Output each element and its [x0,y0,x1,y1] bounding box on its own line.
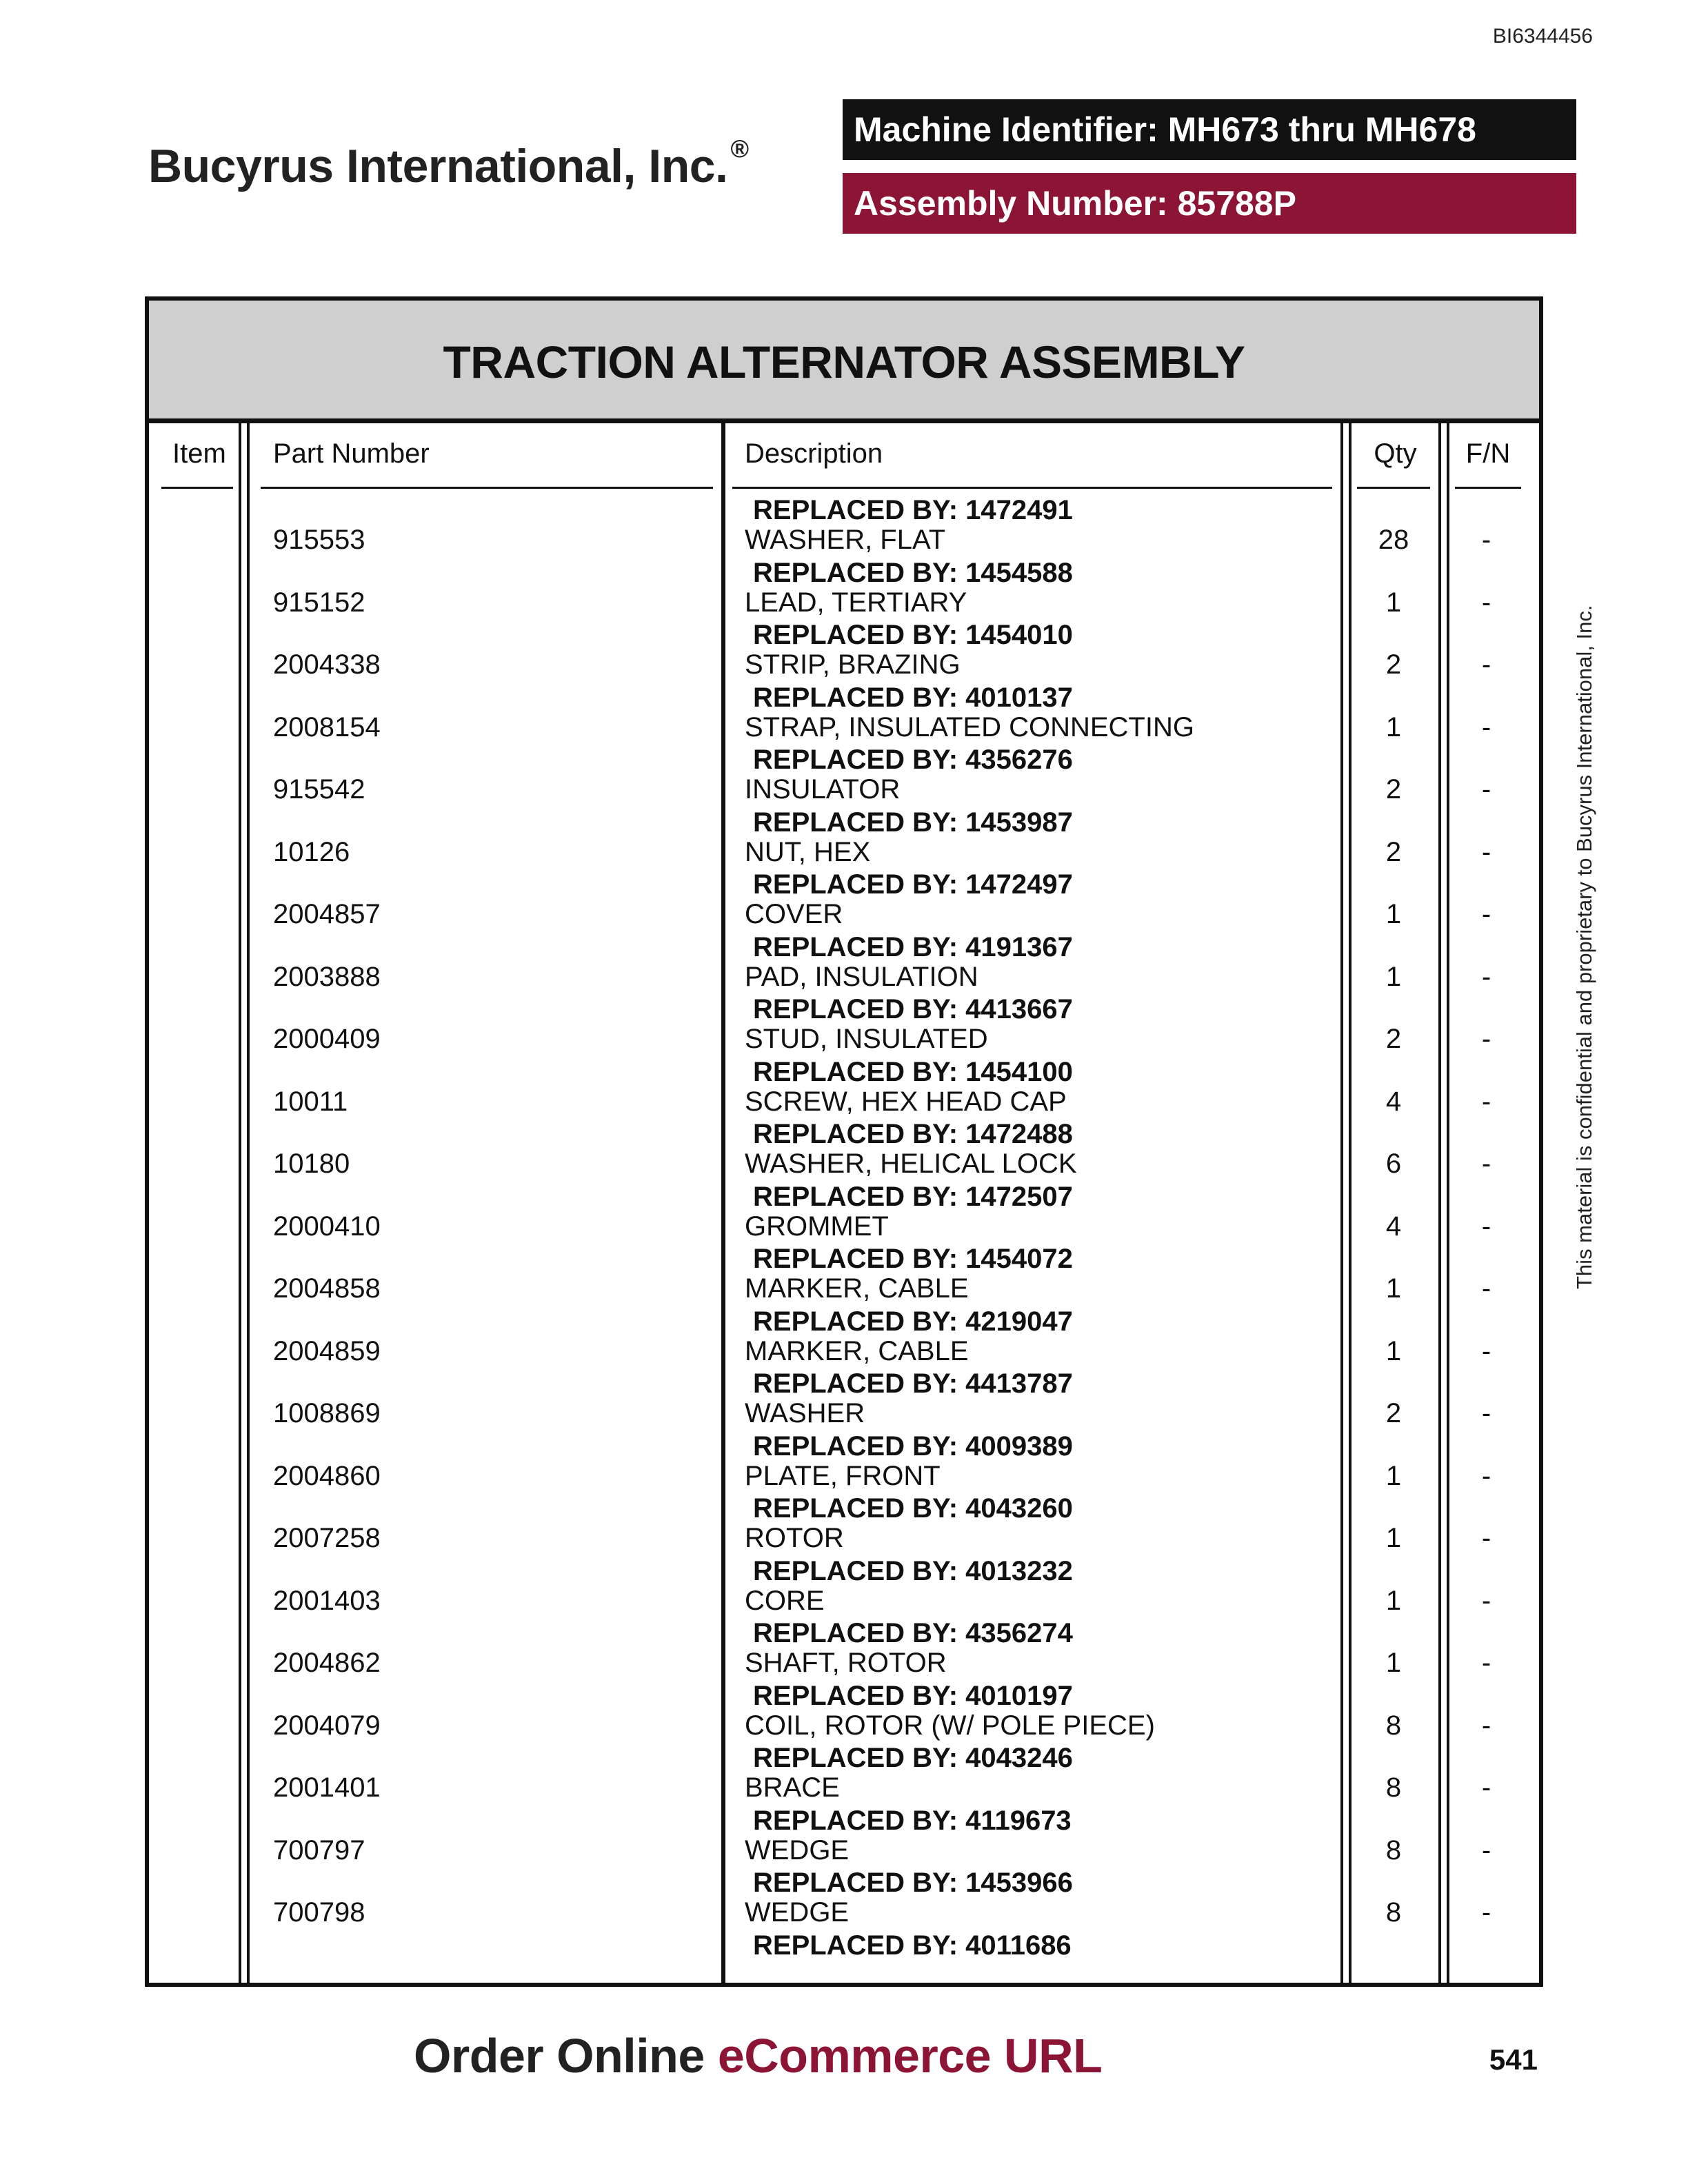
machine-identifier-box: Machine Identifier: MH673 thru MH678 [843,99,1576,160]
find-number: - [1481,649,1491,680]
replaced-by: REPLACED BY: 4013232 [753,1555,1073,1586]
find-number: - [1481,1024,1491,1054]
part-number: 2004338 [273,649,381,680]
part-number: 915553 [273,525,365,555]
description: LEAD, TERTIARY [745,587,967,618]
replaced-by: REPLACED BY: 4219047 [753,1306,1073,1337]
table-row [149,1615,1539,1678]
table-title-band [149,301,1539,423]
table-row [149,1366,1539,1428]
quantity: 1 [1385,711,1402,742]
part-number: 2004860 [273,1460,381,1491]
part-number: 2003888 [273,961,381,992]
replaced-by: REPLACED BY: 1472497 [753,869,1073,900]
find-number: - [1481,1335,1491,1366]
table-row [149,1179,1539,1242]
description: SHAFT, ROTOR [745,1648,947,1678]
table-title: TRACTION ALTERNATOR ASSEMBLY [443,336,1245,387]
replaced-by: REPLACED BY: 4043260 [753,1493,1073,1524]
replaced-by: REPLACED BY: 1472488 [753,1119,1073,1149]
column-header-fn: F/N [1465,438,1511,469]
find-number: - [1481,836,1491,867]
description: INSULATOR [745,774,901,805]
description: COVER [745,899,843,929]
quantity: 1 [1385,1648,1402,1678]
find-number: - [1481,587,1491,618]
part-number: 915542 [273,774,365,805]
quantity: 2 [1385,649,1402,680]
description: ROTOR [745,1523,844,1553]
find-number: - [1481,961,1491,992]
table-row [149,991,1539,1054]
header-underline [1455,487,1521,489]
table-row [149,1428,1539,1491]
header-underline [1357,487,1430,489]
find-number: - [1481,1273,1491,1304]
part-number: 700798 [273,1897,365,1928]
table-row [149,492,1539,555]
description: MARKER, CABLE [745,1273,969,1304]
header-underline [161,487,233,489]
part-number: 2004862 [273,1648,381,1678]
table-row [149,1116,1539,1179]
description: STRAP, INSULATED CONNECTING [745,711,1194,742]
part-number: 2001403 [273,1585,381,1616]
replaced-by: REPLACED BY: 1453966 [753,1868,1073,1898]
order-online-text: Order Online [414,2029,705,2083]
quantity: 1 [1385,587,1402,618]
replaced-by: REPLACED BY: 1472507 [753,1181,1073,1212]
column-header-part-number: Part Number [273,438,430,469]
table-rows [149,492,1539,1990]
description: BRACE [745,1772,840,1803]
table-row [149,1304,1539,1366]
description: MARKER, CABLE [745,1335,969,1366]
header-underline [732,487,1332,489]
description: GROMMET [745,1211,889,1242]
find-number: - [1481,1523,1491,1553]
replaced-by: REPLACED BY: 4010197 [753,1680,1073,1711]
quantity: 1 [1385,899,1402,929]
quantity: 1 [1385,1585,1402,1616]
quantity: 28 [1378,525,1409,555]
part-number: 2004857 [273,899,381,929]
quantity: 1 [1385,1523,1402,1553]
ecommerce-url-text[interactable]: eCommerce URL [717,2029,1103,2083]
replaced-by: REPLACED BY: 4011686 [753,1930,1072,1961]
description: COIL, ROTOR (W/ POLE PIECE) [745,1710,1155,1741]
table-row [149,1803,1539,1866]
assembly-number-box: Assembly Number: 85788P [843,173,1576,234]
table-row [149,1553,1539,1616]
part-number: 2004858 [273,1273,381,1304]
table-row [149,742,1539,805]
parts-table [145,296,1543,1987]
replaced-by: REPLACED BY: 4356274 [753,1618,1073,1648]
find-number: - [1481,1398,1491,1428]
company-name-text: Bucyrus International, Inc. [148,140,728,192]
quantity: 2 [1385,1398,1402,1428]
registered-mark: ® [730,134,749,163]
part-number: 2001401 [273,1772,381,1803]
column-header-description: Description [745,438,883,469]
header-underline [261,487,713,489]
replaced-by: REPLACED BY: 1472491 [753,495,1073,525]
description: STRIP, BRAZING [745,649,961,680]
table-row [149,1241,1539,1304]
find-number: - [1481,1772,1491,1803]
part-number: 2008154 [273,711,381,742]
table-row [149,1490,1539,1553]
replaced-by: REPLACED BY: 1454010 [753,620,1073,650]
description: WEDGE [745,1834,850,1866]
table-row [149,617,1539,680]
replaced-by: REPLACED BY: 4413787 [753,1368,1073,1399]
table-row [149,805,1539,867]
find-number: - [1481,1149,1491,1179]
table-row [149,1678,1539,1741]
find-number: - [1481,774,1491,805]
find-number: - [1481,1460,1491,1491]
table-row [149,929,1539,992]
confidentiality-notice: This material is confidential and proprietary to Bucyrus International, Inc. [1572,605,1596,1289]
quantity: 8 [1385,1834,1402,1866]
description: PAD, INSULATION [745,961,978,992]
part-number: 2004859 [273,1335,381,1366]
table-row [149,1740,1539,1803]
replaced-by: REPLACED BY: 1454588 [753,557,1073,588]
table-row [149,555,1539,618]
replaced-by: REPLACED BY: 4009389 [753,1430,1073,1462]
find-number: - [1481,1897,1491,1928]
page-number: 541 [1489,2043,1538,2076]
find-number: - [1481,1834,1491,1866]
quantity: 1 [1385,1460,1402,1491]
table-row [149,867,1539,929]
quantity: 1 [1385,961,1402,992]
quantity: 8 [1385,1897,1402,1928]
find-number: - [1481,1086,1491,1117]
description: SCREW, HEX HEAD CAP [745,1086,1067,1117]
replaced-by: REPLACED BY: 1454100 [753,1056,1073,1087]
order-online-link[interactable] [414,2028,1102,2083]
replaced-by: REPLACED BY: 4043246 [753,1743,1073,1773]
description: STUD, INSULATED [745,1024,988,1054]
replaced-by: REPLACED BY: 4010137 [753,682,1073,713]
find-number: - [1481,525,1491,555]
part-number: 1008869 [273,1398,381,1428]
column-header-item: Item [172,438,226,469]
replaced-by: REPLACED BY: 4191367 [753,931,1073,962]
replaced-by: REPLACED BY: 4356276 [753,745,1073,775]
table-row [149,1865,1539,1928]
quantity: 8 [1385,1772,1402,1803]
find-number: - [1481,711,1491,742]
column-header-qty: Qty [1374,438,1417,469]
part-number: 700797 [273,1834,365,1866]
quantity: 6 [1385,1149,1402,1179]
replaced-by: REPLACED BY: 1453987 [753,807,1073,838]
replaced-by: REPLACED BY: 4119673 [753,1805,1072,1836]
description: PLATE, FRONT [745,1460,941,1491]
company-name [148,134,748,193]
find-number: - [1481,1211,1491,1242]
find-number: - [1481,899,1491,929]
find-number: - [1481,1585,1491,1616]
quantity: 2 [1385,836,1402,867]
table-row-final [149,1928,1539,1990]
part-number: 2007258 [273,1523,381,1553]
part-number: 2000410 [273,1211,381,1242]
quantity: 2 [1385,774,1402,805]
part-number: 2004079 [273,1710,381,1741]
quantity: 1 [1385,1335,1402,1366]
description: WASHER, HELICAL LOCK [745,1149,1077,1179]
document-id: BI6344456 [1492,25,1593,48]
replaced-by: REPLACED BY: 4413667 [753,994,1073,1024]
table-row [149,680,1539,742]
find-number: - [1481,1710,1491,1741]
quantity: 4 [1385,1211,1402,1242]
table-row [149,1054,1539,1117]
quantity: 1 [1385,1273,1402,1304]
part-number: 10011 [273,1086,348,1117]
part-number: 2000409 [273,1024,381,1054]
description: NUT, HEX [745,836,871,867]
description: WEDGE [745,1897,850,1928]
description: WASHER [745,1398,865,1428]
part-number: 10126 [273,836,350,867]
description: WASHER, FLAT [745,525,946,555]
quantity: 8 [1385,1710,1402,1741]
part-number: 915152 [273,587,365,618]
part-number: 10180 [273,1149,350,1179]
quantity: 2 [1385,1024,1402,1054]
find-number: - [1481,1648,1491,1678]
description: CORE [745,1585,825,1616]
side-divider [1539,1296,1542,1985]
replaced-by: REPLACED BY: 1454072 [753,1244,1073,1274]
quantity: 4 [1385,1086,1402,1117]
